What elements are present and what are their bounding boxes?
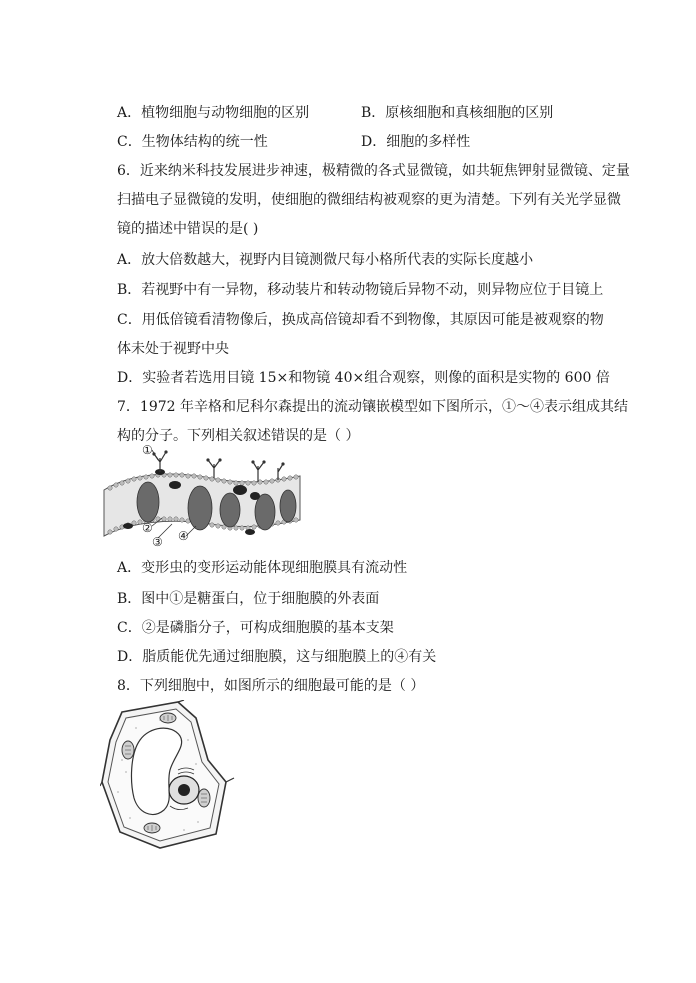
q5-option-d: D．细胞的多样性 (361, 134, 471, 150)
glycoprotein-beads (152, 450, 284, 465)
membrane-diagram (100, 440, 305, 550)
q6-stem-line1: 6．近来纳米科技发展进步神速，极精微的各式显微镜，如共轭焦钾射显微镜、定量 (117, 163, 630, 179)
q6-option-b: B．若视野中有一异物，移动装片和转动物镜后异物不动，则异物应位于目镜上 (117, 282, 604, 298)
q6-stem-line2: 扫描电子显微镜的发明，使细胞的微细结构被观察的更为清楚。下列有关光学显微 (117, 192, 621, 208)
q6-option-c-line2: 体未处于视野中央 (117, 341, 229, 357)
figure-label-1: ① (142, 443, 153, 457)
figure-label-3: ③ (152, 535, 163, 549)
q6-option-d: D．实验者若选用目镜 15×和物镜 40×组合观察，则像的面积是实物的 600 倍 (117, 370, 610, 386)
fluid-mosaic-membrane-figure (100, 440, 305, 550)
q7-option-b: B．图中①是糖蛋白，位于细胞膜的外表面 (117, 591, 380, 607)
q6-option-c-line1: C．用低倍镜看清物像后，换成高倍镜却看不到物像，其原因可能是被观察的物 (117, 312, 604, 328)
q7-stem-line1: 7．1972 年辛格和尼科尔森提出的流动镶嵌模型如下图所示，①～④表示组成其结 (117, 399, 628, 415)
q6-stem-line3: 镜的描述中错误的是( ) (117, 221, 259, 237)
q7-stem-line2: 构的分子。下列相关叙述错误的是（ ） (117, 428, 360, 444)
q8-stem: 8．下列细胞中，如图所示的细胞最可能的是（ ） (117, 678, 425, 694)
q5-option-b: B．原核细胞和真核细胞的区别 (361, 105, 554, 121)
q7-option-c: C．②是磷脂分子，可构成细胞膜的基本支架 (117, 620, 394, 636)
nucleolus (178, 784, 190, 796)
q5-option-a: A．植物细胞与动物细胞的区别 (117, 105, 310, 121)
figure-label-2: ② (142, 521, 153, 535)
q6-option-a: A．放大倍数越大，视野内目镜测微尺每小格所代表的实际长度越小 (117, 252, 534, 268)
q5-option-c: C．生物体结构的统一性 (117, 134, 268, 150)
plant-cell-figure (100, 700, 235, 850)
figure-label-4: ④ (178, 529, 189, 543)
q7-option-a: A．变形虫的变形运动能体现细胞膜具有流动性 (117, 560, 408, 576)
plant-cell-diagram (100, 700, 235, 850)
q7-option-d: D．脂质能优先通过细胞膜，这与细胞膜上的④有关 (117, 649, 437, 665)
